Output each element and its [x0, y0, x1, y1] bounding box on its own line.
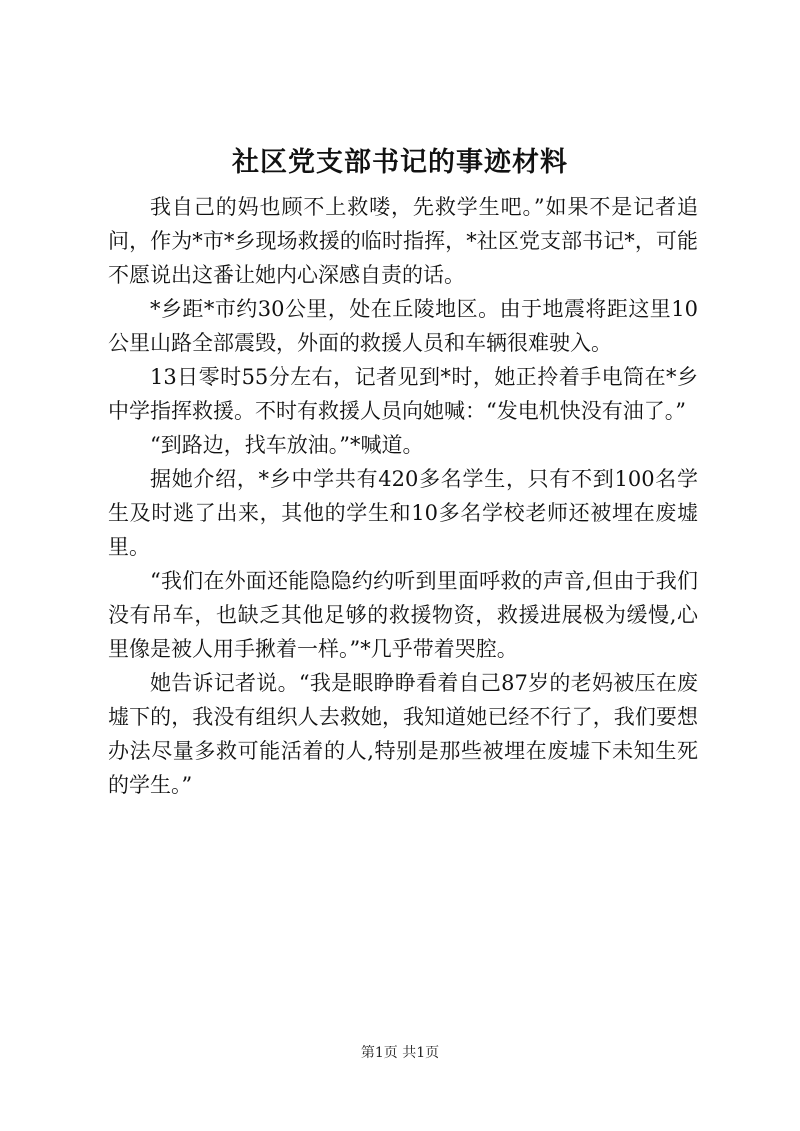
- paragraph-6: “我们在外面还能隐隐约约听到里面呼救的声音,但由于我们没有吊车，也缺乏其他足够的救援物资，救援进展极为缓慢,心里像是被人用手揪着一样。”*几乎带着哭腔。: [108, 569, 698, 661]
- paragraph-1: 我自己的妈也顾不上救喽，先救学生吧。”如果不是记者追问，作为*市*乡现场救援的临时指挥，*社区党支部书记*，可能不愿说出这番让她内心深感自责的话。: [108, 195, 698, 287]
- paragraph-5: 据她介绍，*乡中学共有420多名学生，只有不到100名学生及时逃了出来，其他的学生和10多名学校老师还被埋在废墟里。: [108, 467, 698, 559]
- paragraph-7: 她告诉记者说。“我是眼睁睁看着自己87岁的老妈被压在废墟下的，我没有组织人去救她，我知道她已经不行了，我们要想办法尽量多救可能活着的人,特别是那些被埋在废墟下未知生死的学生。”: [108, 671, 698, 797]
- document-title: 社区党支部书记的事迹材料: [232, 147, 568, 178]
- paragraph-4: “到路边，找车放油。”*喊道。: [150, 433, 424, 457]
- paragraph-3: 13日零时55分左右，记者见到*时，她正拎着手电筒在*乡中学指挥救援。不时有救援人员向她喊：“发电机快没有油了。”: [108, 365, 698, 423]
- paragraph-2: *乡距*市约30公里，处在丘陵地区。由于地震将距这里10公里山路全部震毁，外面的救援人员和车辆很难驶入。: [108, 297, 698, 355]
- document-body: [108, 190, 698, 802]
- page-number-footer: 第1页 共1页: [360, 1045, 440, 1061]
